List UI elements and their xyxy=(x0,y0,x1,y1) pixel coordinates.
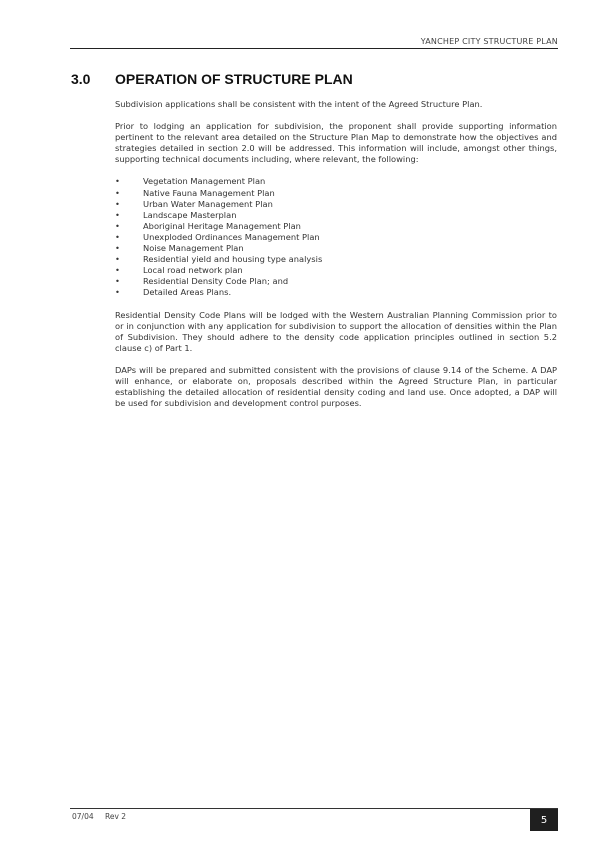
paragraph-requirements: Prior to lodging an application for subdivision, the proponent shall provide supporting information pertinent to the relevant area detailed on the Structure Plan Map to demonstrate how the objectives and strategies detailed in section 2.0 will be addressed. This information will include, amongst other things, supporting technical documents including, where relevant, the following: xyxy=(115,121,557,165)
bullet-icon: • xyxy=(115,176,120,187)
list-item-text: Native Fauna Management Plan xyxy=(143,187,275,198)
section-number: 3.0 xyxy=(71,71,91,87)
bullet-icon: • xyxy=(115,209,120,220)
list-item-text: Noise Management Plan xyxy=(143,243,244,254)
list-item-text: Residential Density Code Plan; and xyxy=(143,276,289,287)
running-title: YANCHEP CITY STRUCTURE PLAN xyxy=(420,37,558,46)
bullet-icon: • xyxy=(115,187,120,198)
supporting-documents-list xyxy=(115,176,557,298)
list-item xyxy=(115,221,557,232)
bullet-icon: • xyxy=(115,243,120,254)
list-item xyxy=(115,199,557,210)
list-item-text: Unexploded Ordinances Management Plan xyxy=(143,231,320,242)
footer-revision: Rev 2 xyxy=(105,812,127,821)
section-body xyxy=(115,99,557,420)
list-item-text: Detailed Areas Plans. xyxy=(143,287,232,298)
paragraph-daps: DAPs will be prepared and submitted consistent with the provisions of clause 9.14 of the Scheme. A DAP will enhance, or elaborate on, proposals described within the Agreed Structure Plan, in particular establishing the detailed allocation of residential density coding and land use. Once adopted, a DAP will be used for subdivision and development control purposes. xyxy=(115,364,557,409)
bullet-icon: • xyxy=(115,254,120,265)
list-item-text: Landscape Masterplan xyxy=(143,209,237,220)
bullet-icon: • xyxy=(115,198,120,209)
list-item-text: Urban Water Management Plan xyxy=(143,198,273,209)
list-item xyxy=(115,210,557,221)
paragraph-intro: Subdivision applications shall be consistent with the intent of the Agreed Structure Plan. xyxy=(115,99,483,109)
bullet-icon: • xyxy=(115,231,120,242)
list-item xyxy=(115,176,557,187)
bullet-icon: • xyxy=(115,220,120,231)
list-item xyxy=(115,254,557,265)
list-item xyxy=(115,188,557,199)
paragraph-density-code-plans: Residential Density Code Plans will be lodged with the Western Australian Planning Commission prior to or in conjunction with any application for subdivision to support the allocation of densities within the Plan of Subdivision. They should adhere to the density code application principles outlined in section 5.2 clause c) of Part 1. xyxy=(115,309,557,353)
bullet-icon: • xyxy=(115,265,120,276)
footer-date: 07/04 xyxy=(72,812,94,821)
section-title: OPERATION OF STRUCTURE PLAN xyxy=(115,71,353,87)
bullet-icon: • xyxy=(115,276,120,287)
list-item xyxy=(115,276,557,287)
header-divider xyxy=(70,48,558,49)
list-item-text: Aboriginal Heritage Management Plan xyxy=(143,220,301,231)
list-item xyxy=(115,265,557,276)
list-item xyxy=(115,243,557,254)
list-item-text: Residential yield and housing type analysis xyxy=(143,254,323,265)
list-item xyxy=(115,287,557,298)
list-item xyxy=(115,232,557,243)
page-number: 5 xyxy=(530,809,558,831)
list-item-text: Vegetation Management Plan xyxy=(143,176,266,187)
list-item-text: Local road network plan xyxy=(143,265,243,276)
bullet-icon: • xyxy=(115,287,120,298)
footer-divider xyxy=(70,808,558,809)
